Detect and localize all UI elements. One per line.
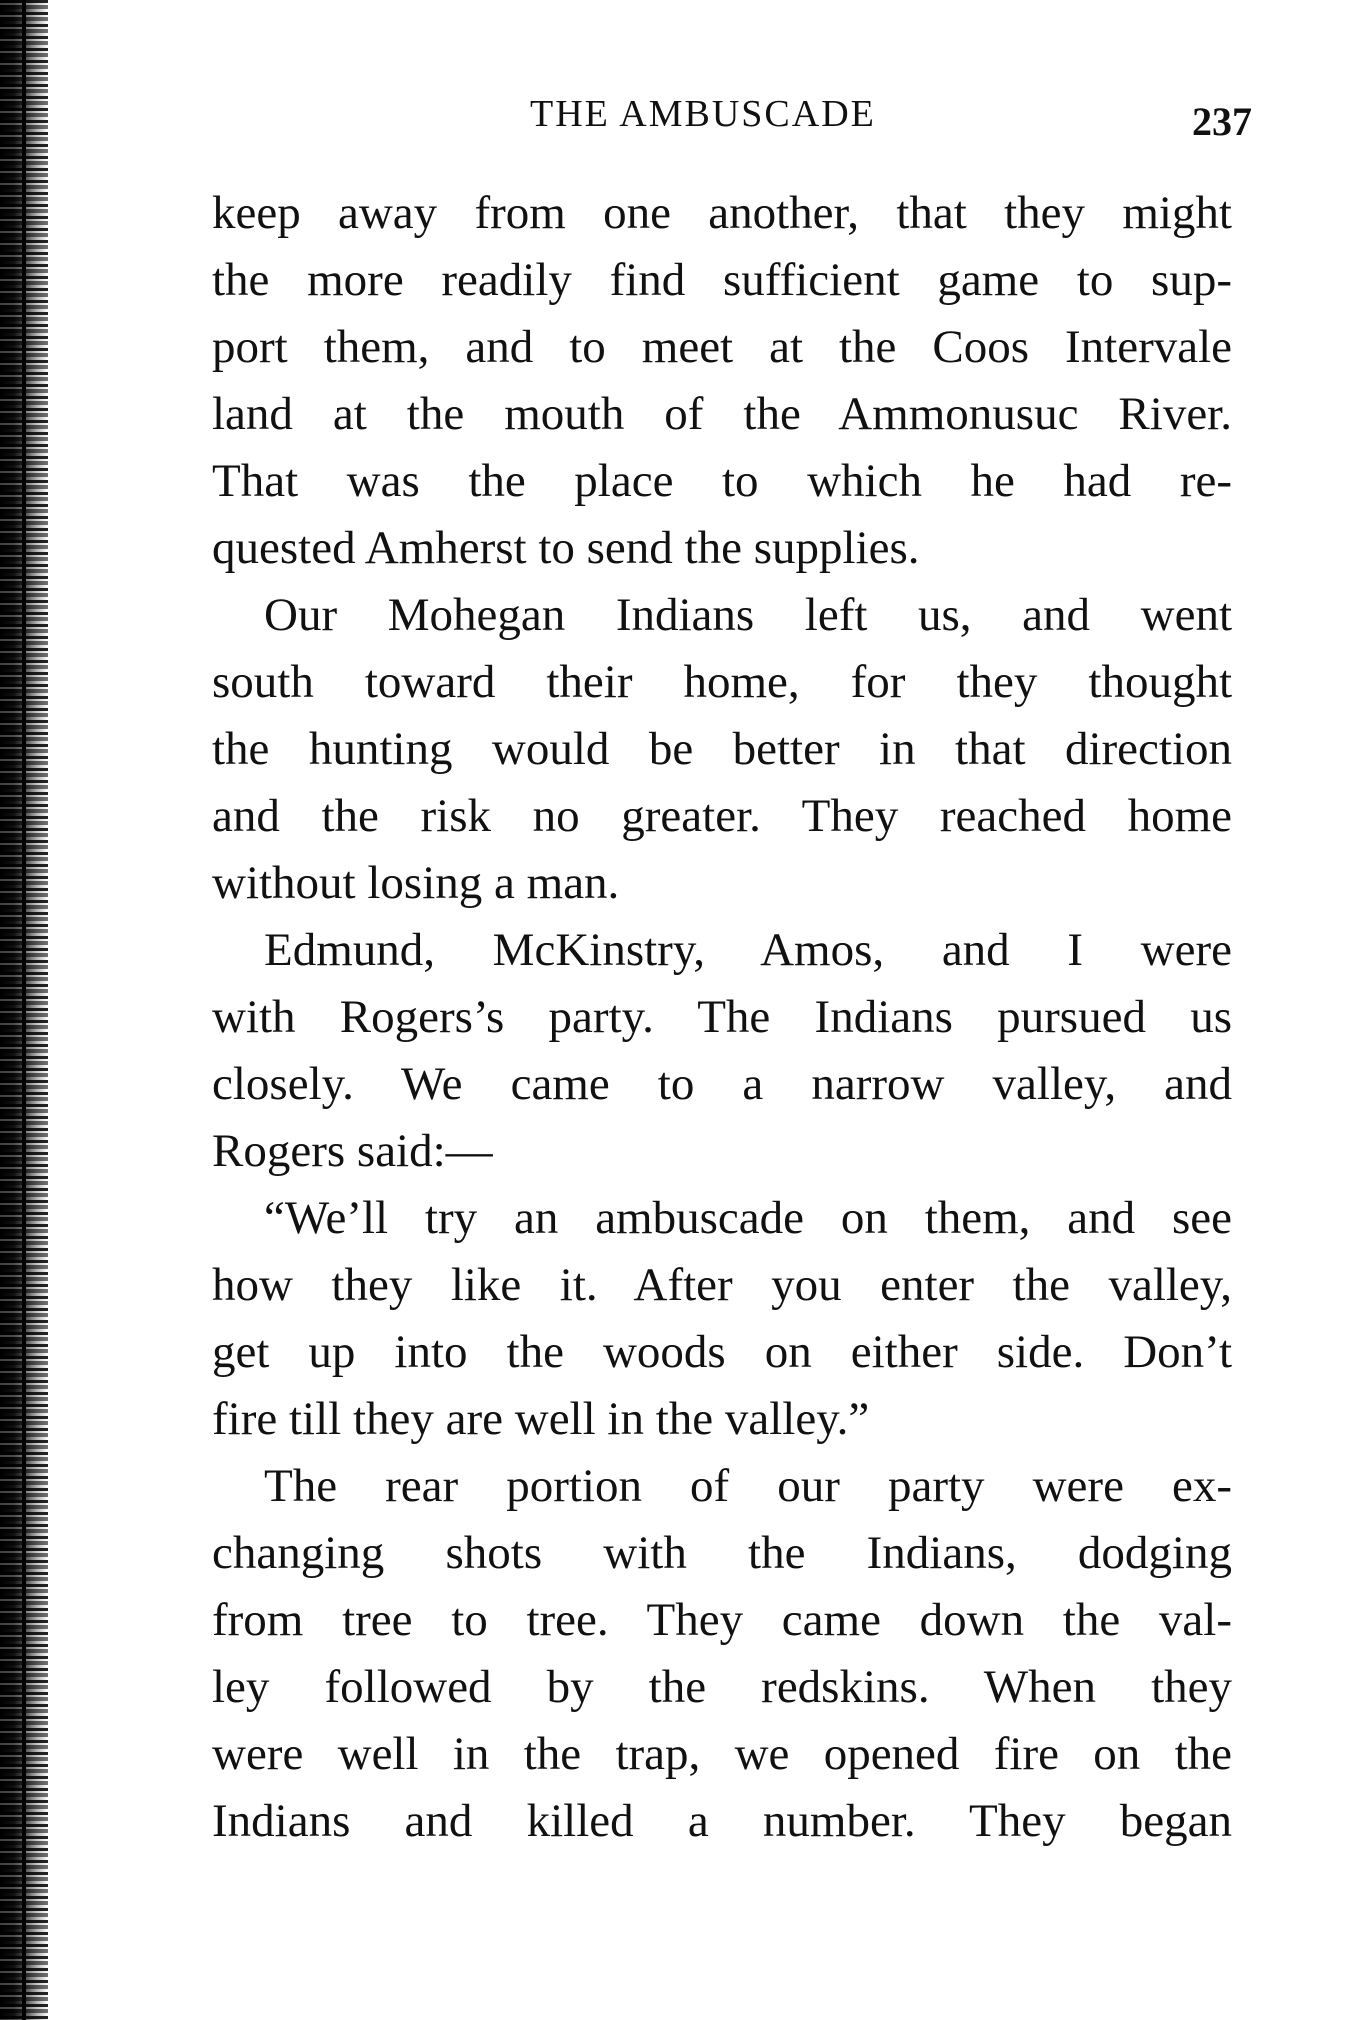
text-line: “We’ll try an ambuscade on them, and see	[264, 1192, 1232, 1244]
text-line: from tree to tree. They came down the val-	[212, 1594, 1232, 1646]
text-line: south toward their home, for they thought	[212, 656, 1232, 708]
text-line: ley followed by the redskins. When they	[212, 1661, 1232, 1713]
text-line: get up into the woods on either side. Don’t	[212, 1326, 1232, 1378]
text-line: The rear portion of our party were ex-	[264, 1460, 1232, 1512]
text-line: changing shots with the Indians, dodging	[212, 1527, 1232, 1579]
running-head: THE AMBUSCADE	[530, 93, 876, 135]
text-line: Rogers said:—	[212, 1125, 493, 1177]
text-line: and the risk no greater. They reached home	[212, 790, 1232, 842]
text-line: closely. We came to a narrow valley, and	[212, 1058, 1232, 1110]
text-line: port them, and to meet at the Coos Intervale	[212, 321, 1232, 373]
text-line: land at the mouth of the Ammonusuc River.	[212, 388, 1232, 440]
text-line: quested Amherst to send the supplies.	[212, 522, 920, 574]
text-line: the more readily find sufficient game to sup-	[212, 254, 1232, 306]
text-line: were well in the trap, we opened fire on the	[212, 1728, 1232, 1780]
text-line: Indians and killed a number. They began	[212, 1795, 1232, 1847]
text-line: fire till they are well in the valley.”	[212, 1393, 870, 1445]
text-line: how they like it. After you enter the valley,	[212, 1259, 1232, 1311]
text-line: Our Mohegan Indians left us, and went	[264, 589, 1232, 641]
text-line: That was the place to which he had re-	[212, 455, 1232, 507]
page-number: 237	[1192, 99, 1252, 144]
text-line: keep away from one another, that they might	[212, 187, 1232, 239]
text-line: the hunting would be better in that direction	[212, 723, 1232, 775]
text-line: without losing a man.	[212, 857, 620, 909]
text-line: Edmund, McKinstry, Amos, and I were	[264, 924, 1232, 976]
body-text	[212, 180, 1232, 1855]
book-spine-edge	[22, 0, 26, 2020]
text-line: with Rogers’s party. The Indians pursued us	[212, 991, 1232, 1043]
